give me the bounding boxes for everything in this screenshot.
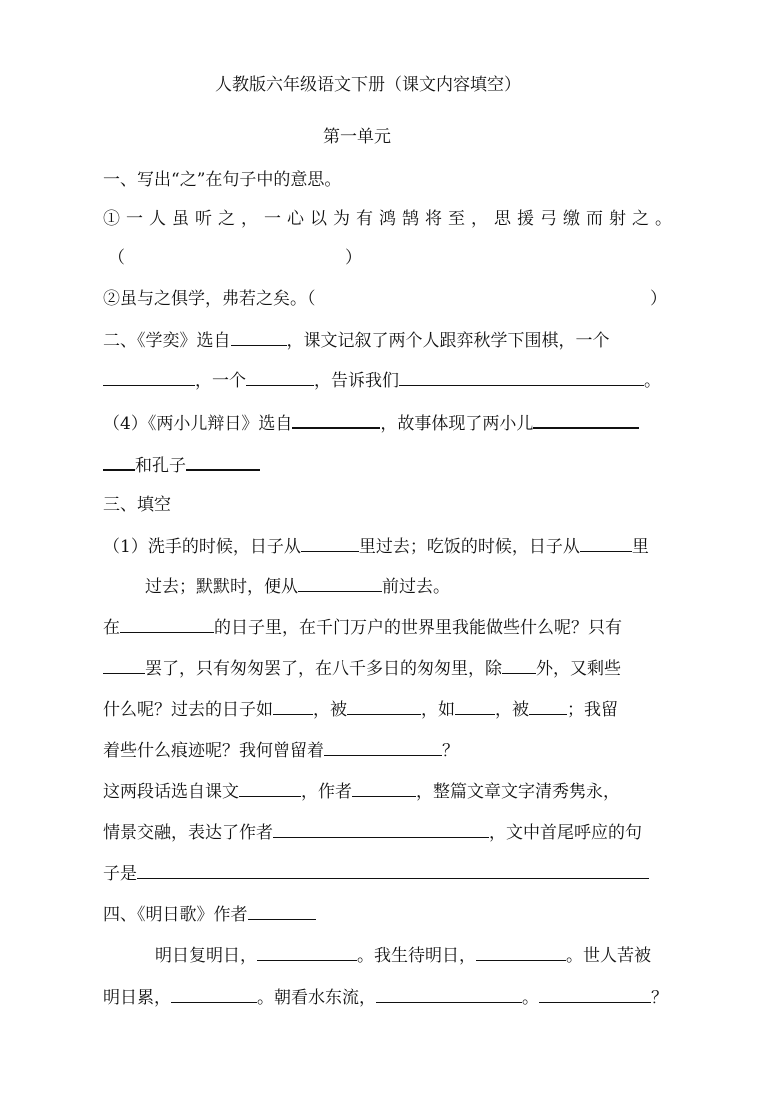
lesson-blank[interactable] [399,368,644,386]
poem-blank[interactable] [376,985,522,1003]
answer-2-close-paren: ） [650,289,667,309]
poem-segment: 。我生待明日， [357,946,476,966]
text-segment: 过去；默默时，便从 [145,577,298,597]
text-segment: 的日子里，在千门万户的世界里我能做些什么呢？只有 [214,618,622,638]
answer-1-close-paren: ） [345,248,362,268]
section-3-line-4 [103,656,621,681]
poem-segment: 。 [522,988,539,1008]
question-2-sentence: ②虽与之俱学，弗若之矣。（ [103,289,316,309]
section-3-line-1 [103,534,649,559]
section-3-line-9 [103,861,649,886]
section-4-heading-line [103,902,316,927]
text-segment: ，如 [421,700,455,720]
fill-blank[interactable] [455,697,495,715]
fill-blank[interactable] [273,697,313,715]
poem-blank[interactable] [476,943,566,961]
fill-blank[interactable] [529,697,567,715]
second-person-blank[interactable] [246,368,314,386]
text-segment: ，被 [495,700,529,720]
fill-blank[interactable] [301,534,359,552]
mingrige-author-blank[interactable] [248,902,316,920]
fill-blank[interactable] [137,861,649,879]
liangxiaoer-source-blank[interactable] [292,410,380,429]
section-3-heading: 三、填空 [103,495,171,515]
xueyi-story-text: ，课文记叙了两个人跟弈秋学下围棋，一个 [286,331,610,351]
section-2-line-1 [103,328,610,353]
fill-blank[interactable] [273,820,489,838]
section-3-line-2 [145,574,450,599]
poem-segment: ？ [651,988,668,1008]
section-3-line-6 [103,738,459,763]
fill-blank[interactable] [103,656,145,674]
text-segment: 里过去；吃饭的时候，日子从 [358,537,580,557]
text-segment: 这两段话选自课文 [103,782,239,802]
fill-blank[interactable] [324,738,442,756]
text-segment: 里 [631,537,649,557]
text-segment: ，文中首尾呼应的句 [489,823,642,843]
first-person-blank[interactable] [103,368,195,386]
section-4-line-2 [103,985,668,1010]
section-4-line-1 [155,943,651,968]
text-segment: 情景交融，表达了作者 [103,823,273,843]
xueyi-source-label: 二、《学奕》选自 [103,331,231,351]
text-segment: 外，又剩些 [536,659,621,679]
poem-segment: 。朝看水东流， [257,988,376,1008]
text-segment: （1）洗手的时候，日子从 [103,537,301,557]
section-1-heading: 一、写出“之”在句子中的意思。 [103,170,342,190]
text-segment: ？ [442,741,459,761]
poem-blank[interactable] [257,943,357,961]
section-2-line-2 [103,368,661,393]
section-2-line-4 [103,452,260,478]
text-segment: 子是 [103,864,137,884]
liangxiaoer-trait-blank-cont[interactable] [103,452,135,471]
poem-segment: 明日累， [103,988,171,1008]
text-segment: 着些什么痕迹呢？我何曾留着 [103,741,324,761]
second-person-label: ，一个 [195,371,246,391]
liangxiaoer-source-label: （4）《两小儿辩日》选自 [103,414,293,434]
text-segment: 前过去。 [382,577,450,597]
mingrige-author-label: 四、《明日歌》作者 [103,905,248,925]
answer-1-open-paren: （ [108,248,125,268]
text-segment: 罢了，只有匆匆罢了，在八千多日的匆匆里，除 [145,659,502,679]
fill-blank[interactable] [239,779,301,797]
text-segment: ，作者 [301,782,352,802]
poem-blank[interactable] [171,985,257,1003]
unit-heading: 第一单元 [323,127,391,147]
xueyi-source-blank[interactable] [231,328,287,346]
fill-blank[interactable] [120,615,214,633]
fill-blank[interactable] [347,697,421,715]
lesson-label: ，告诉我们 [314,371,399,391]
text-segment: 什么呢？过去的日子如 [103,700,273,720]
text-segment: 在 [103,618,120,638]
section-3-line-3 [103,615,622,640]
question-1-sentence: ①一人虽听之，一心以为有鸿鹄将至，思援弓缴而射之。 [103,209,678,229]
text-segment: ；我留 [567,700,618,720]
poem-blank[interactable] [539,985,651,1003]
section-3-line-7 [103,779,620,804]
section-3-line-8 [103,820,642,845]
text-segment: ，整篇文章文字清秀隽永， [416,782,620,802]
liangxiaoer-embodies-text: ，故事体现了两小儿 [380,414,534,434]
fill-blank[interactable] [502,656,536,674]
text-segment: ，被 [313,700,347,720]
liangxiaoer-trait-blank[interactable] [533,410,639,429]
fill-blank[interactable] [352,779,416,797]
section-2-line-3 [103,410,639,436]
confucius-trait-blank[interactable] [186,452,260,471]
poem-segment: 。世人苦被 [566,946,651,966]
document-title: 人教版六年级语文下册（课文内容填空） [215,75,521,95]
period: 。 [644,371,661,391]
fill-blank[interactable] [298,574,382,592]
poem-segment: 明日复明日， [155,946,257,966]
section-3-line-5 [103,697,618,722]
fill-blank[interactable] [580,534,632,552]
confucius-label: 和孔子 [135,456,186,476]
